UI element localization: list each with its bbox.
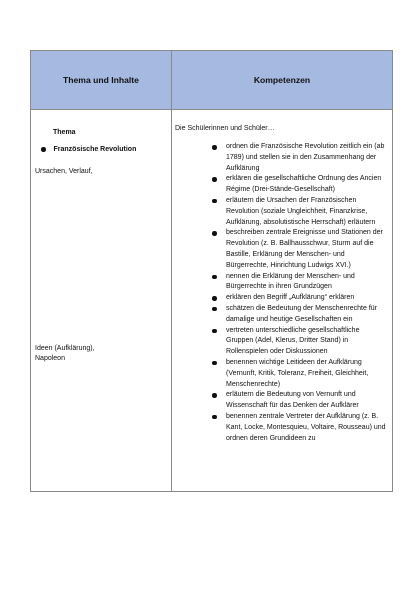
list-item: erklären den Begriff „Aufklärung“ erklären	[172, 293, 392, 304]
content-line-ideen: Ideen (Aufklärung), Napoleon	[35, 345, 95, 362]
bullet-icon	[212, 329, 217, 334]
thema-label: Thema	[53, 129, 76, 136]
bullet-icon	[212, 177, 217, 182]
header-thema-und-inhalte: Thema und Inhalte	[63, 75, 139, 85]
table-header	[31, 51, 392, 110]
bullet-icon	[212, 275, 217, 280]
bullet-icon	[212, 307, 217, 312]
list-item: benennen zentrale Vertreter der Aufklärung (z. B. Kant, Locke, Montesquieu, Voltaire, Rousseau) und ordnen deren Grundideen zu	[172, 412, 392, 444]
bullet-icon	[212, 361, 217, 366]
bullet-icon	[212, 145, 217, 150]
curriculum-table	[30, 50, 393, 492]
competence-list	[172, 142, 392, 444]
list-item: benennen wichtige Leitideen der Aufklärung (Vernunft, Kritik, Toleranz, Freiheit, Gleichheit, Menschenrechte)	[172, 358, 392, 390]
list-item: erläutern die Bedeutung von Vernunft und Wissenschaft für das Denken der Aufklärer	[172, 390, 392, 412]
header-kompetenzen: Kompetenzen	[253, 75, 311, 85]
content-line-ursachen: Ursachen, Verlauf,	[35, 168, 93, 175]
bullet-icon	[212, 199, 217, 204]
list-item: schätzen die Bedeutung der Menschenrechte für damalige und heutige Gesellschaften ein	[172, 304, 392, 326]
topic-item	[41, 146, 136, 153]
bullet-icon	[212, 393, 217, 398]
topic-label: Französische Revolution	[53, 146, 137, 153]
list-item: erklären die gesellschaftliche Ordnung des Ancien Régime (Drei-Stände-Gesellschaft)	[172, 174, 392, 196]
list-item: beschreiben zentrale Ereignisse und Stationen der Revolution (z. B. Ballhausschwur, Sturm auf die Bastille, Erklärung der Menschen- und Bürgerrechte, Hinrichtung Ludwigs XVI.)	[172, 228, 392, 271]
bullet-icon	[212, 231, 217, 236]
list-item: erläutern die Ursachen der Französischen Revolution (soziale Ungleichheit, Finanzkrise, Aufklärung, absolutistische Herrschaft) erläutern	[172, 196, 392, 228]
intro-text: Die Schülerinnen und Schüler…	[175, 125, 275, 132]
bullet-icon	[212, 415, 217, 420]
bullet-icon	[41, 147, 46, 152]
list-item: ordnen die Französische Revolution zeitlich ein (ab 1789) und stellen sie in den Zusammenhang der Aufklärung	[172, 142, 392, 174]
list-item: vertreten unterschiedliche gesellschaftliche Gruppen (Adel, Klerus, Dritter Stand) in Rollenspielen oder Diskussionen	[172, 326, 392, 358]
list-item: nennen die Erklärung der Menschen- und Bürgerrechte in ihren Grundzügen	[172, 272, 392, 294]
bullet-icon	[212, 296, 217, 301]
